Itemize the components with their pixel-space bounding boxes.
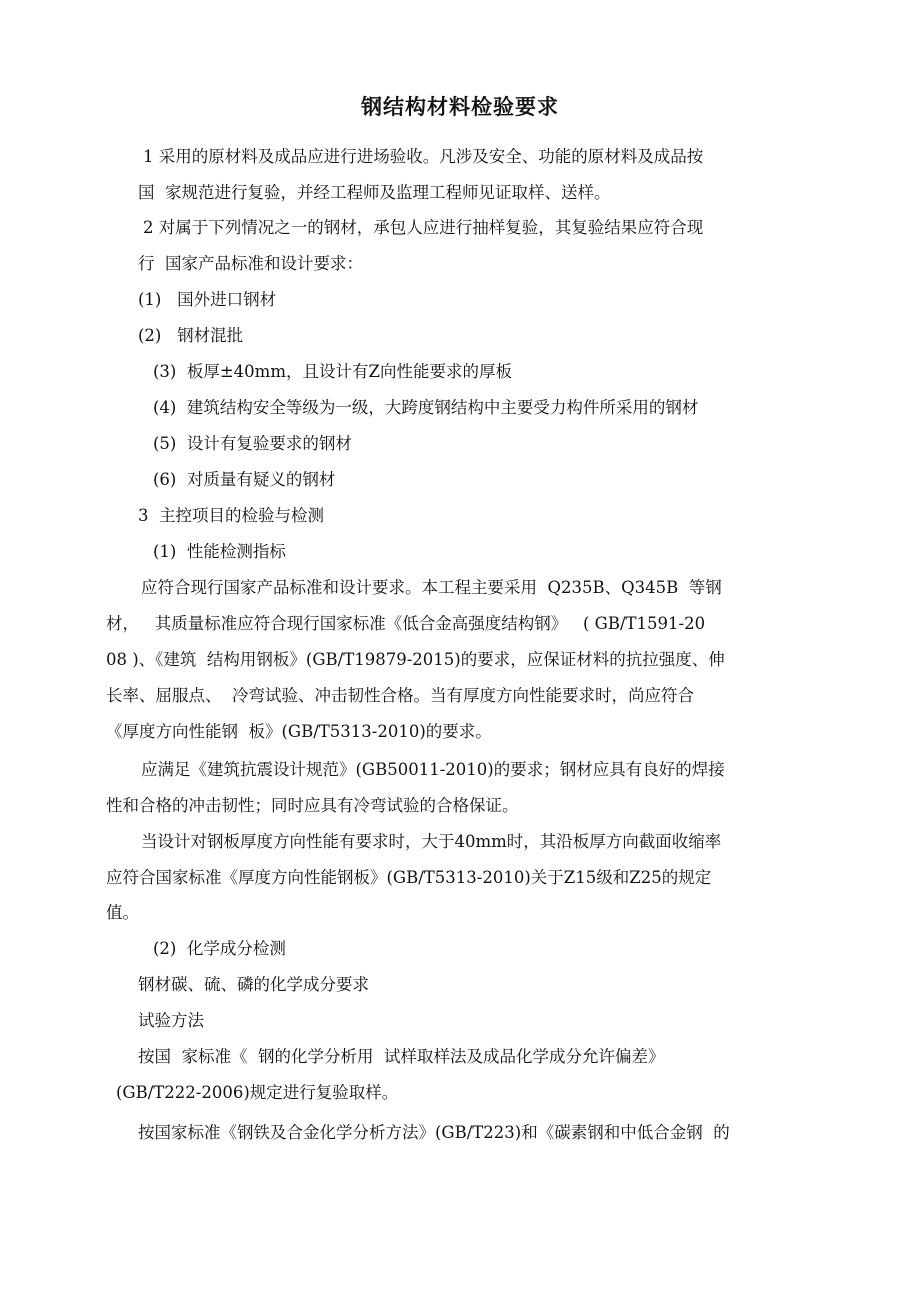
text-line: 应符合国家标准《厚度方向性能钢板》(GB/T5313-2010)关于Z15级和Z25的规定 bbox=[106, 868, 712, 887]
text-line: (5) 设计有复验要求的钢材 bbox=[153, 434, 352, 453]
text-line: (1) 国外进口钢材 bbox=[138, 290, 277, 309]
document-title: 钢结构材料检验要求 bbox=[361, 95, 559, 119]
text-line: 材， 其质量标准应符合现行国家标准《低合金高强度结构钢》 ( GB/T1591-20 bbox=[106, 614, 706, 633]
text-line: (3) 板厚±40mm，且设计有Z向性能要求的厚板 bbox=[153, 362, 512, 381]
text-line: 08 )、《建筑 结构用钢板》(GB/T19879-2015)的要求，应保证材料的抗拉强度、伸 bbox=[106, 650, 725, 669]
text-line: 行 国家产品标准和设计要求： bbox=[138, 254, 363, 273]
text-line: 应符合现行国家产品标准和设计要求。本工程主要采用 Q235B、Q345B 等钢 bbox=[141, 578, 722, 597]
text-line: (6) 对质量有疑义的钢材 bbox=[153, 470, 336, 489]
text-line: (4) 建筑结构安全等级为一级，大跨度钢结构中主要受力构件所采用的钢材 bbox=[153, 398, 699, 417]
text-line: 当设计对钢板厚度方向性能有要求时，大于40mm时，其沿板厚方向截面收缩率 bbox=[141, 832, 722, 851]
text-line: 值。 bbox=[106, 903, 139, 922]
text-line: 应满足《建筑抗震设计规范》(GB50011-2010)的要求；钢材应具有良好的焊接 bbox=[141, 760, 725, 779]
text-line: (GB/T222-2006)规定进行复验取样。 bbox=[116, 1083, 399, 1102]
text-line: 按国 家标准《 钢的化学分析用 试样取样法及成品化学成分允许偏差》 bbox=[138, 1047, 665, 1066]
text-line: 《厚度方向性能钢 板》(GB/T5313-2010)的要求。 bbox=[106, 722, 492, 741]
text-line: 3 主控项目的检验与检测 bbox=[138, 506, 324, 525]
text-line: 国 家规范进行复验，并经工程师及监理工程师见证取样、送样。 bbox=[138, 183, 611, 202]
text-line: 2 对属于下列情况之一的钢材，承包人应进行抽样复验，其复验结果应符合现 bbox=[143, 218, 704, 237]
text-line: 按国家标准《钢铁及合金化学分析方法》(GB/T223)和《碳素钢和中低合金钢 的 bbox=[138, 1123, 730, 1142]
text-line: 性和合格的冲击韧性；同时应具有冷弯试验的合格保证。 bbox=[106, 796, 519, 815]
text-line: (2) 钢材混批 bbox=[138, 326, 244, 345]
text-line: 长率、屈服点、 冷弯试验、冲击韧性合格。当有厚度方向性能要求时，尚应符合 bbox=[106, 686, 694, 705]
text-line: (2) 化学成分检测 bbox=[153, 939, 286, 958]
text-line: (1) 性能检测指标 bbox=[153, 542, 286, 561]
text-line: 1 采用的原材料及成品应进行进场验收。凡涉及安全、功能的原材料及成品按 bbox=[143, 147, 704, 166]
text-line: 试验方法 bbox=[138, 1011, 204, 1030]
text-line: 钢材碳、硫、磷的化学成分要求 bbox=[138, 975, 369, 994]
